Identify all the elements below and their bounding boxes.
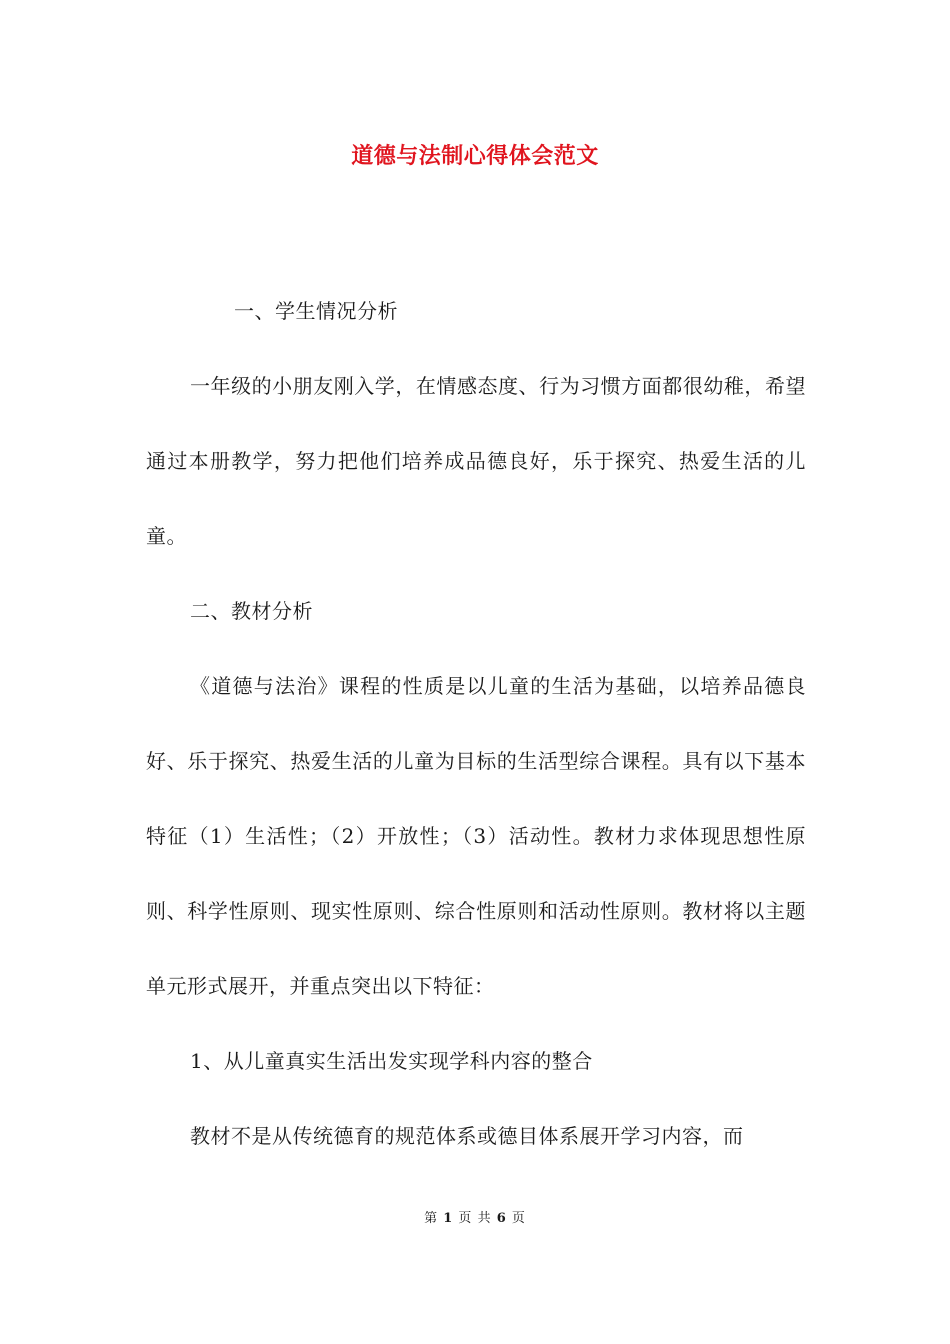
paragraph-subheading-1: 1、从儿童真实生活出发实现学科内容的整合 [190, 1049, 593, 1073]
page-footer [0, 1209, 950, 1229]
footer-label-ye: 页 [458, 1211, 473, 1226]
paragraph-heading-textbook-analysis: 二、教材分析 [190, 599, 313, 623]
footer-current-page: 1 [443, 1211, 454, 1226]
paragraph-textbook-content: 教材不是从传统德育的规范体系或德目体系展开学习内容，而 [190, 1124, 744, 1148]
paragraph-heading-student-analysis: 一、学生情况分析 [234, 299, 398, 323]
footer-label-page: 第 [424, 1211, 439, 1226]
document-body [146, 274, 806, 1174]
footer-label-ye-2: 页 [511, 1211, 526, 1226]
footer-total-pages: 6 [496, 1211, 507, 1226]
document-title: 道德与法制心得体会范文 [351, 143, 599, 169]
paragraph-course-nature: 《道德与法治》课程的性质是以儿童的生活为基础，以培养品德良好、乐于探究、热爱生活的儿童为目标的生活型综合课程。具有以下基本特征（1）生活性；（2）开放性；（3）活动性。教材力求体现思想性原则、科学性原则、现实性原则、综合性原则和活动性原则。教材将以主题单元形式展开，并重点突出以下特征： [146, 674, 806, 998]
footer-label-total: 共 [477, 1211, 492, 1226]
paragraph-student-description: 一年级的小朋友刚入学，在情感态度、行为习惯方面都很幼稚，希望通过本册教学，努力把他们培养成品德良好，乐于探究、热爱生活的儿童。 [146, 374, 806, 548]
